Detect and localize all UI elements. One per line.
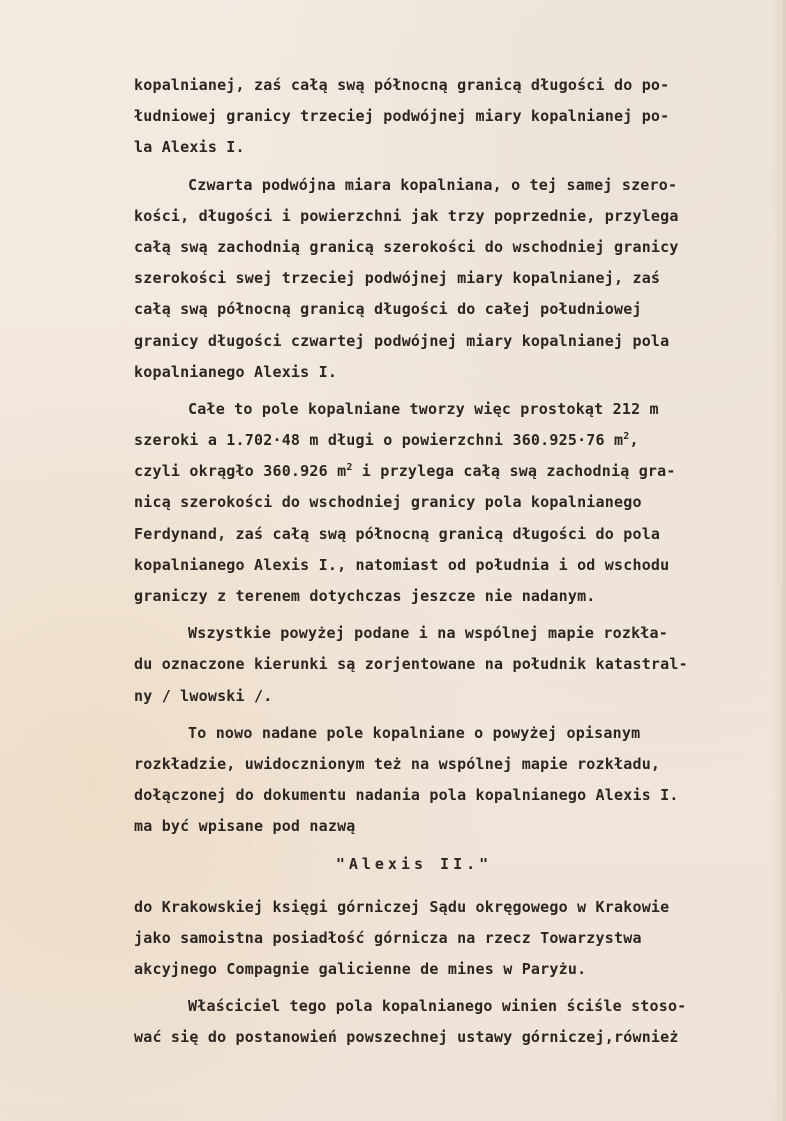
text-line: graniczy z terenem dotychczas jeszcze nie nadanym. [134,587,596,605]
page-edge-shadow [772,0,786,1121]
text-line: kopalnianego Alexis I., natomiast od południa i od wschodu [134,555,670,574]
text-line: rozkładzie, uwidocznionym też na wspólnej mapie rozkładu, [134,754,661,773]
text-line [134,456,764,487]
text-line: kopalnianej, zaś całą swą północną granicą długości do po- [134,76,670,94]
superscript: 2 [623,431,630,443]
area-line: szeroki a 1.702·48 m długi o powierzchni 360.925·76 m [134,431,624,450]
text-line: du oznaczone kierunki są zorjentowane na południk katastral- [134,655,688,674]
field-name-heading: "Alexis II." [335,854,493,873]
text-line: Właściciel tego pola kopalnianego winien ściśle stoso- [188,997,687,1016]
text-line: dołączonej do dokumentu nadania pola kopalnianego Alexis I. [134,786,679,805]
area-continuation: i przylega całą swą zachodnią gra- [352,462,676,481]
text-line: jako samoistna posiadłość górnicza na rzecz Towarzystwa [134,928,642,947]
text-line: łudniowej granicy trzeciej podwójnej miary kopalnianej po- [134,107,670,126]
text-line: Ferdynand, zaś całą swą północną granicą długości do pola [134,524,661,543]
text-line: wać się do postanowień powszechnej ustawy górniczej,również [134,1028,679,1047]
text-line: szerokości swej trzeciej podwójnej miary kopalnianej, zaś [134,269,661,288]
superscript: 2 [346,462,353,474]
text-line: ny / lwowski /. [134,686,273,705]
rounded-area: czyli okrągło 360.926 m [134,462,347,481]
text-line: do Krakowskiej księgi górniczej Sądu okręgowego w Krakowie [134,897,670,916]
text-line: kopalnianego Alexis I. [134,362,338,381]
text-line: całą swą zachodnią granicą szerokości do wschodniej granicy [134,237,679,256]
text-line: Wszystkie powyżej podane i na wspólnej mapie rozkła- [188,624,668,643]
text-line: kości, długości i powierzchni jak trzy poprzednie, przylega [134,206,679,225]
text-line: To nowo nadane pole kopalniane o powyżej opisanym [188,723,641,742]
text-line: granicy długości czwartej podwójnej miary kopalnianej pola [134,331,670,350]
text-line: ma być wpisane pod nazwą [134,817,356,836]
text-line: akcyjnego Compagnie galicienne de mines w Paryżu. [134,960,587,979]
text-line [134,425,764,456]
text-line: nicą szerokości do wschodniej granicy pola kopalnianego [134,493,642,512]
comma: , [629,431,639,450]
text-line: Całe to pole kopalniane tworzy więc prostokąt 212 m [188,399,659,418]
text-line: Czwarta podwójna miara kopalniana, o tej samej szero- [188,175,678,194]
text-line: la Alexis I. [134,138,245,157]
text-line: całą swą północną granicą długości do całej południowej [134,300,642,319]
document-text [134,70,764,1054]
